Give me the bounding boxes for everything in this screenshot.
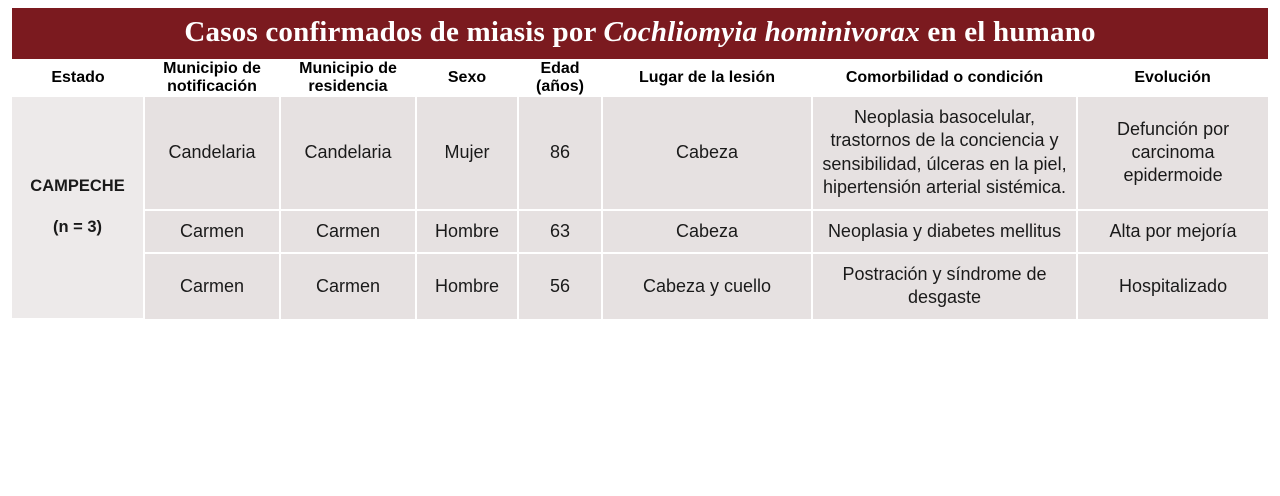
header-line-1: Municipio de [163, 60, 261, 77]
table-title-part2: en el humano [919, 16, 1096, 48]
header-line-2: residencia [308, 78, 388, 95]
cell-comorbilidad: Neoplasia basocelular, trastornos de la conciencia y sensibilidad, úlceras en la piel, hipertensión arterial sistémica. [812, 97, 1077, 210]
cell-evolucion: Alta por mejoría [1077, 210, 1268, 253]
header-line-2: (años) [536, 78, 584, 95]
confirmed-cases-table [12, 8, 1268, 320]
cell-edad: 56 [518, 253, 602, 319]
column-header-sexo: Sexo [447, 69, 487, 86]
column-header-evolucion: Evolución [1134, 69, 1211, 86]
cell-edad: 86 [518, 97, 602, 210]
cell-evolucion: Defunción por carcinoma epidermoide [1077, 97, 1268, 210]
cell-comorbilidad: Neoplasia y diabetes mellitus [812, 210, 1077, 253]
table-title-row [12, 8, 1268, 59]
cell-sexo: Hombre [416, 253, 518, 319]
cell-evolucion: Hospitalizado [1077, 253, 1268, 319]
state-count: (n = 3) [52, 218, 103, 237]
table-title [12, 8, 1268, 59]
header-line-1: Municipio de [299, 60, 397, 77]
column-header-municipio-residencia [280, 59, 416, 97]
table-body [12, 97, 1268, 319]
cell-sexo: Mujer [416, 97, 518, 210]
column-header-comorbilidad: Comorbilidad o condición [845, 69, 1044, 86]
cell-municipio-residencia: Candelaria [280, 97, 416, 210]
header-line-1: Edad [540, 60, 580, 77]
cell-lugar-lesion: Cabeza y cuello [602, 253, 812, 319]
cell-municipio-notificacion: Candelaria [144, 97, 280, 210]
column-header-edad [518, 59, 602, 97]
cell-comorbilidad: Postración y síndrome de desgaste [812, 253, 1077, 319]
table-title-species: Cochliomyia hominivorax [603, 16, 920, 48]
cell-sexo: Hombre [416, 210, 518, 253]
state-group-cell [12, 97, 144, 319]
table-row [12, 253, 1268, 319]
state-name: CAMPECHE [30, 176, 125, 195]
column-header-estado: Estado [51, 69, 105, 86]
cell-lugar-lesion: Cabeza [602, 210, 812, 253]
table-row [12, 97, 1268, 210]
cell-municipio-residencia: Carmen [280, 210, 416, 253]
cell-lugar-lesion: Cabeza [602, 97, 812, 210]
cell-edad: 63 [518, 210, 602, 253]
header-line-2: notificación [167, 78, 257, 95]
table-header-row [12, 59, 1268, 97]
table-title-part1: Casos confirmados de miasis por [184, 16, 604, 48]
cell-municipio-residencia: Carmen [280, 253, 416, 319]
cell-municipio-notificacion: Carmen [144, 210, 280, 253]
column-header-lugar-lesion: Lugar de la lesión [638, 69, 776, 86]
column-header-municipio-notificacion [144, 59, 280, 97]
table-row [12, 210, 1268, 253]
cell-municipio-notificacion: Carmen [144, 253, 280, 319]
